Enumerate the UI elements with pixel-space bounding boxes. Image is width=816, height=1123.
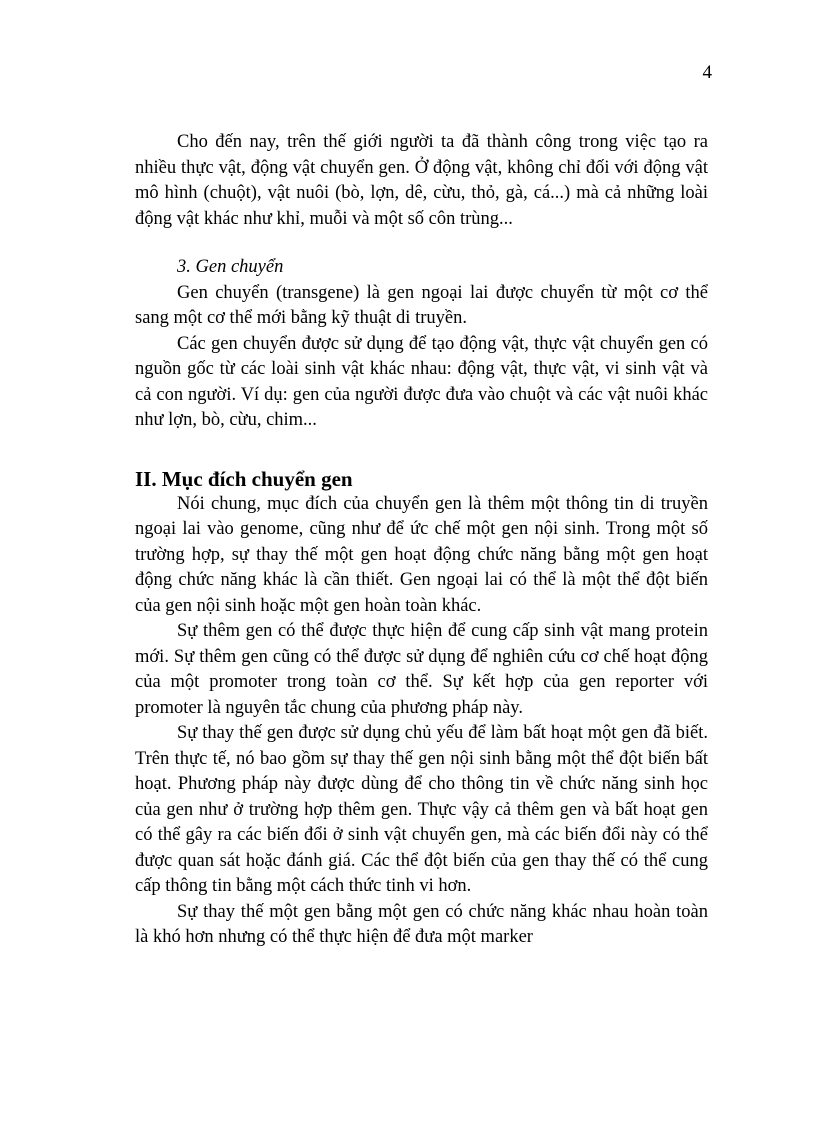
section-ii-paragraph: Sự thay thế gen được sử dụng chủ yếu để làm bất hoạt một gen đã biết. Trên thực tế, nó bao gồm sự thay thế gen nội sinh bằng một thể đột biến bất hoạt. Phương pháp này được dùng để cho thông tin về chức năng sinh học của gen như ở trường hợp thêm gen. Thực vậy cả thêm gen và bất hoạt gen có thể gây ra các biến đổi ở sinh vật chuyển gen, mà các biến đổi này có thể được quan sát hoặc đánh giá. Các thể đột biến của gen thay thế có thể cung cấp thông tin bằng một cách thức tinh vi hơn. [135, 723, 708, 896]
spacer [135, 434, 708, 466]
section-ii-paragraph: Sự thay thế một gen bằng một gen có chức năng khác nhau hoàn toàn là khó hơn nhưng có thể thực hiện để đưa một marker [135, 901, 708, 947]
section-ii-heading: II. Mục đích chuyển gen [135, 466, 353, 491]
section-3-paragraph: Gen chuyển (transgene) là gen ngoại lai được chuyển từ một cơ thể sang một cơ thể mới bằng kỹ thuật di truyền. [135, 282, 708, 328]
section-ii-paragraph: Nói chung, mục đích của chuyển gen là thêm một thông tin di truyền ngoại lai vào genome, cũng như để ức chế một gen nội sinh. Trong một số trường hợp, sự thay thế một gen hoạt động chức năng bằng một gen hoạt động chức năng khác là cần thiết. Gen ngoại lai có thể là một thể đột biến của gen nội sinh hoặc một gen hoàn toàn khác. [135, 493, 708, 616]
spacer [135, 232, 708, 255]
page-number: 4 [702, 62, 712, 83]
section-3-paragraph: Các gen chuyển được sử dụng để tạo động vật, thực vật chuyển gen có nguồn gốc từ các loài sinh vật khác nhau: động vật, thực vật, vi sinh vật và cả con người. Ví dụ: gen của người được đưa vào chuột và các vật nuôi khác như lợn, bò, cừu, chim... [135, 333, 708, 430]
section-3-heading: 3. Gen chuyển [177, 257, 284, 277]
document-body [135, 130, 708, 951]
intro-paragraph: Cho đến nay, trên thế giới người ta đã thành công trong việc tạo ra nhiều thực vật, động vật chuyển gen. Ở động vật, không chỉ đối với động vật mô hình (chuột), vật nuôi (bò, lợn, dê, cừu, thỏ, gà, cá...) mà cả những loài động vật khác như khỉ, muỗi và một số côn trùng... [135, 132, 708, 229]
section-ii-paragraph: Sự thêm gen có thể được thực hiện để cung cấp sinh vật mang protein mới. Sự thêm gen cũng có thể được sử dụng để nghiên cứu cơ chế hoạt động của một promoter trong toàn cơ thể. Sự kết hợp của gen reporter với promoter là nguyên tắc chung của phương pháp này. [135, 621, 708, 718]
